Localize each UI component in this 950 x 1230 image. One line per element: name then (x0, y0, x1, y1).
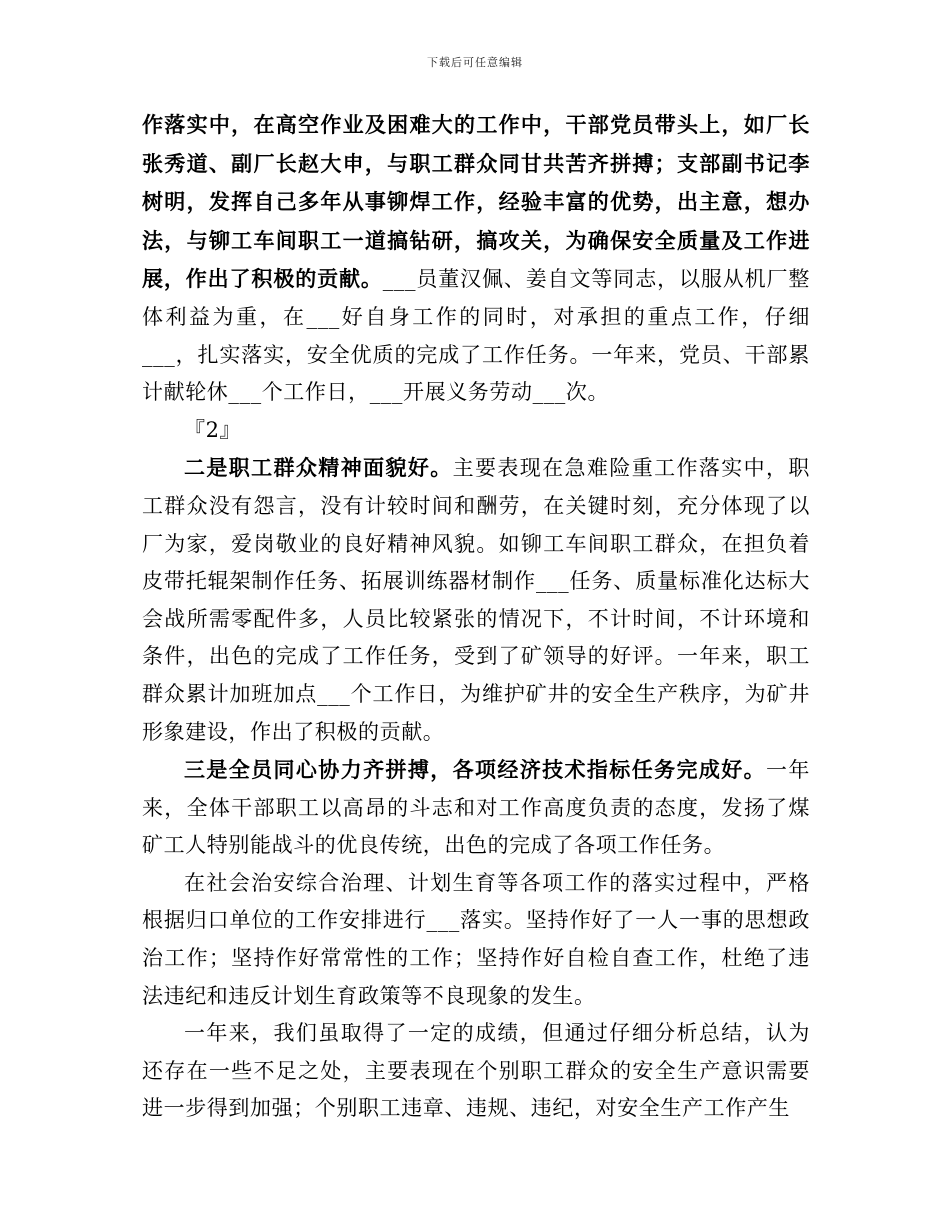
paragraph-heading: 三是全员同心协力齐拼搏，各项经济技术指标任务完成好。 (184, 757, 766, 783)
paragraph-public-security (142, 865, 810, 1015)
paragraph-continuation (142, 106, 810, 412)
paragraph-text: 主要表现在急难险重工作落实中，职工群众没有怨言，没有计较时间和酬劳，在关键时刻，充分体现了以厂为家，爱岗敬业的良好精神风貌。如铆工车间职工群众，在担负着皮带托辊架制作任务、拓展训练器材制作___任务、质量标准化达标大会战所需零配件多，人员比较紧张的情况下，不计时间，不计环境和条件，出色的完成了工作任务，受到了矿领导的好评。一年来，职工群众累计加班加点___个工作日，为维护矿井的安全生产秩序，为矿井形象建设，作出了积极的贡献。 (142, 456, 810, 744)
paragraph-text: 一年来，我们虽取得了一定的成绩，但通过仔细分析总结，认为还存在一些不足之处，主要表现在个别职工群众的安全生产意识需要进一步得到加强；个别职工违章、违规、违纪，对安全生产工作产生 (142, 1021, 810, 1121)
section-marker: 『2』 (184, 417, 242, 442)
paragraph-text: ___员董汉佩、姜自文等同志，以服从机厂整体利益为重，在___好自身工作的同时，对承担的重点工作，仔细___，扎实落实，安全优质的完成了工作任务。一年来，党员、干部累计献轮休___个工作日，___开展义务劳动___次。 (142, 267, 810, 405)
page-header-note: 下载后可任意编辑 (427, 56, 523, 69)
paragraph-staff-spirit (142, 449, 810, 751)
document-body (142, 106, 810, 1128)
paragraph-shortcomings (142, 1015, 810, 1128)
paragraph-bold-text: 作落实中，在高空作业及困难大的工作中，干部党员带头上，如厂长张秀道、副厂长赵大申，与职工群众同甘共苦齐拼搏；支部副书记李树明，发挥自己多年从事铆焊工作，经验丰富的优势，出主意，想办法，与铆工车间职工一道搞钻研，搞攻关，为确保安全质量及工作进展，作出了积极的贡献。 (142, 112, 810, 292)
paragraph-heading: 二是职工群众精神面貌好。 (184, 455, 453, 481)
paragraph-teamwork (142, 751, 810, 865)
paragraph-text: 在社会治安综合治理、计划生育等各项工作的落实过程中，严格根据归口单位的工作安排进行___落实。坚持作好了一人一事的思想政治工作；坚持作好常常性的工作；坚持作好自检自查工作，杜绝了违法违纪和违反计划生育政策等不良现象的发生。 (142, 870, 810, 1008)
paragraph-text: 一年来，全体干部职工以高昂的斗志和对工作高度负责的态度，发扬了煤矿工人特别能战斗的优良传统，出色的完成了各项工作任务。 (142, 758, 810, 858)
